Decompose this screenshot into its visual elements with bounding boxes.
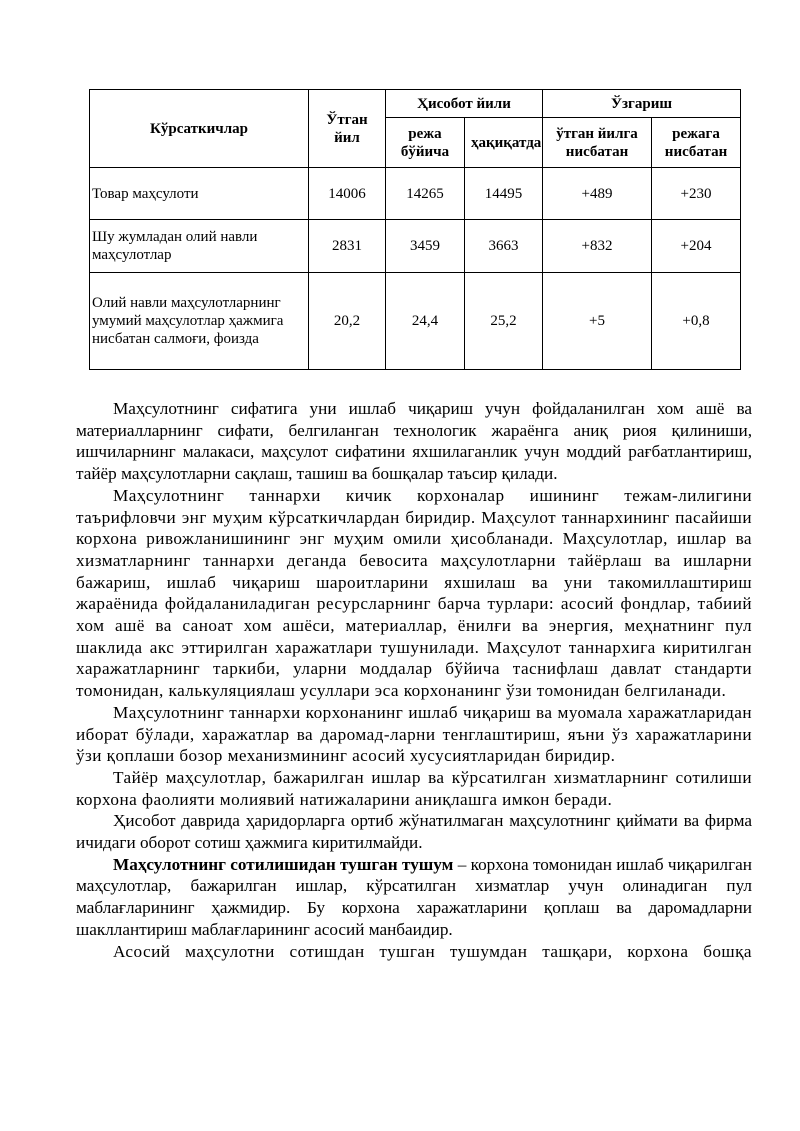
cell-previous: 2831 xyxy=(309,220,386,273)
cell-vs-previous: +832 xyxy=(543,220,652,273)
cell-plan: 14265 xyxy=(386,168,465,220)
cell-actual: 25,2 xyxy=(465,273,543,370)
cell-actual: 3663 xyxy=(465,220,543,273)
paragraph-quality-factors: Маҳсулотнинг сифатига уни ишлаб чиқариш учун фойдаланилган хом ашё ва материалларнинг сифати, белгиланган технологик жараёнга аниқ риоя қилиниши, ишчиларнинг малакаси, маҳсулот сифатини яхшилаганлик учун моддий рағбатлантириш, тайёр маҳсулотларни сақлаш, ташиш ва бошқалар таъсир қилади. xyxy=(76,399,752,484)
cell-plan: 3459 xyxy=(386,220,465,273)
header-indicators: Кўрсаткичлар xyxy=(90,90,309,168)
paragraph-cost-price: Маҳсулотнинг таннархи кичик корхоналар ишининг тежам-лилигини таърифловчи энг муҳим кўрсаткичлардан биридир. Маҳсулот таннархининг пасайиши корхона ривожланишининг энг муҳим омили ҳисобланади. Маҳсулотлар, ишлар ва хизматларнинг таннархи деганда бевосита маҳсулотларни тайёрлаш ва ишларни бажариш, ишлаб чиқариш шароитларини яхшилаш ва уни такомиллаштириш жараёнида фойдаланиладиган ресурсларнинг барча турлари: асосий фондлар, табиий хом ашё ва саноат хом ашёси, материаллар, ёнилғи ва энергия, меҳнатнинг пул шаклида акс эттирилган харажатлари тушунилади. Маҳсулот таннархига киритилган харажатларнинг таркиби, уларни моддалар бўйича таснифлаш давлат стандарти томонидан, калькуляциялаш усуллари эса корхонанинг ўзи томонидан белгиланади. xyxy=(76,485,752,701)
cell-vs-plan: +0,8 xyxy=(652,273,741,370)
header-change: Ўзгариш xyxy=(543,90,741,118)
paragraph-report-period: Ҳисобот даврида ҳаридорларга ортиб жўнатилмаган маҳсулотнинг қиймати ва фирма ичидаги оборот сотиш ҳажмига киритилмайди. xyxy=(76,811,752,853)
cell-vs-plan: +230 xyxy=(652,168,741,220)
header-previous-year: Ўтган йил xyxy=(309,90,386,168)
cell-previous: 14006 xyxy=(309,168,386,220)
cell-vs-plan: +204 xyxy=(652,220,741,273)
indicators-table xyxy=(89,89,741,370)
cell-previous: 20,2 xyxy=(309,273,386,370)
header-report-year: Ҳисобот йили xyxy=(386,90,543,118)
paragraph-sales: Тайёр маҳсулотлар, бажарилган ишлар ва кўрсатилган хизматларнинг сотилиши корхона фаолияти молиявий натижаларини аниқлашга имкон беради. xyxy=(76,767,752,809)
term-revenue: Маҳсулотнинг сотилишидан тушган тушум xyxy=(113,854,454,874)
cell-actual: 14495 xyxy=(465,168,543,220)
table-row xyxy=(90,168,741,220)
row-label: Олий навли маҳсулотларнинг умумий маҳсулотлар ҳажмига нисбатан салмоғи, фоизда xyxy=(90,273,309,370)
cell-vs-previous: +489 xyxy=(543,168,652,220)
table-row xyxy=(90,220,741,273)
header-vs-plan: режага нисбатан xyxy=(652,118,741,168)
row-label: Шу жумладан олий навли маҳсулотлар xyxy=(90,220,309,273)
row-label: Товар маҳсулоти xyxy=(90,168,309,220)
paragraph-other-income: Асосий маҳсулотни сотишдан тушган тушумдан ташқари, корхона бошқа xyxy=(113,941,752,961)
paragraph-revenue-definition xyxy=(76,854,752,941)
revenue-definition-text: – корхона томонидан ишлаб чиқарилган маҳсулотлар, бажарилган ишлар, кўрсатилган хизматлар учун олинадиган пул маблағларининг ҳажмидир. Бу корхона харажатларини қоплаш ва даромадларни шакллантириш маблағларининг асосий манбаидир. xyxy=(76,854,752,939)
paragraph-cost-composition: Маҳсулотнинг таннархи корхонанинг ишлаб чиқариш ва муомала харажатларидан иборат бўлади, харажатлар ва даромад-ларни тенглаштириш, яъни ўз харажатларини ўзи қоплаши бозор механизмининг асосий хусусиятларидан биридир. xyxy=(76,702,752,766)
header-plan: режа бўйича xyxy=(386,118,465,168)
header-vs-previous: ўтган йилга нисбатан xyxy=(543,118,652,168)
cell-vs-previous: +5 xyxy=(543,273,652,370)
table-row xyxy=(90,273,741,370)
header-actual: ҳақиқатда xyxy=(465,118,543,168)
cell-plan: 24,4 xyxy=(386,273,465,370)
body-text xyxy=(76,398,752,962)
